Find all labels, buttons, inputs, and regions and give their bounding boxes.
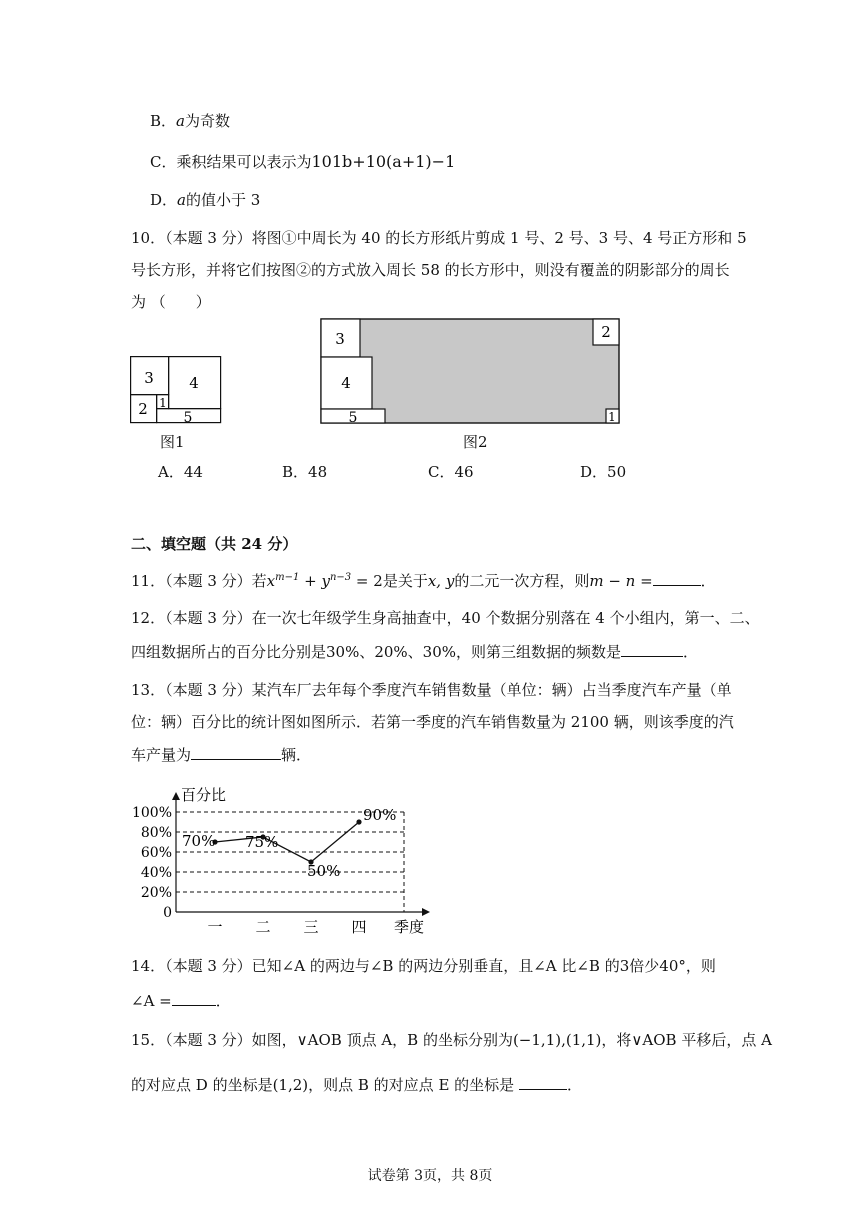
chart-ytick-label: 60%	[140, 845, 172, 861]
q11-line: 11．（本题 3 分）若$x^{m-1} + y^{n-3} = 2$是关于x, y的二元一次方程，则m − n = ．	[131, 572, 716, 590]
q15-line-2: 的对应点 D 的坐标是(1,2)，则点 B 的对应点 E 的坐标是 ．	[131, 1076, 582, 1094]
chart-xtick-label: 四	[351, 918, 367, 936]
q12-line-1: 12．（本题 3 分）在一次七年级学生身高抽查中，40 个数据分别落在 4 个小组内，第一、二、	[131, 609, 760, 627]
chart-xtick-label: 三	[303, 918, 319, 936]
chart-x-arrow	[422, 908, 430, 916]
chart-xtick-label: 一	[207, 918, 223, 936]
fig1-label-3: 3	[144, 369, 154, 387]
q14-line-1: 14．（本题 3 分）已知∠A 的两边与∠B 的两边分别垂直，且∠A 比∠B 的3倍少40°，则	[131, 957, 716, 975]
chart-series-line	[215, 822, 359, 862]
fig1-label-5: 5	[183, 410, 193, 424]
fig2-label-3: 3	[335, 330, 345, 348]
figure-2	[320, 318, 622, 426]
q13-line-2: 位：辆）百分比的统计图如图所示．若第一季度的汽车销售数量为 2100 辆，则该季度的汽	[131, 713, 734, 731]
q14-answer-blank	[172, 991, 216, 1006]
chart-data-label: 50%	[307, 862, 341, 880]
chart-xlabel: 季度	[394, 918, 425, 936]
chart-ytick-label: 40%	[140, 865, 172, 881]
q13-line-1: 13．（本题 3 分）某汽车厂去年每个季度汽车销售数量（单位：辆）占当季度汽车产量（单	[131, 681, 732, 699]
fig2-label-5: 5	[348, 410, 358, 426]
sales-percentage-chart	[128, 782, 438, 940]
q10-option-d: D．50	[580, 463, 627, 481]
q10-option-c: C．46	[428, 463, 474, 481]
q12-line-2: 四组数据所占的百分比分别是30%、20%、30%，则第三组数据的频数是 ．	[131, 643, 699, 661]
q9-option-b: B．a为奇数	[150, 112, 230, 130]
q10-line-1: 10．（本题 3 分）将图①中周长为 40 的长方形纸片剪成 1 号、2 号、3 号、4 号正方形和 5	[131, 229, 747, 247]
q13-line-3: 车产量为 辆．	[131, 746, 312, 764]
fig1-caption: 图1	[160, 433, 185, 451]
q9-option-c: C．乘积结果可以表示为101b+10(a+1)−1	[150, 152, 456, 171]
q15-line-1: 15．（本题 3 分）如图，∨AOB 顶点 A，B 的坐标分别为(−1,1),(1,1)，将∨AOB 平移后，点 A	[131, 1031, 772, 1049]
fig1-label-4: 4	[189, 374, 199, 392]
chart-ylabel: 百分比	[181, 786, 227, 804]
page-footer: 试卷第 3页，共 8页	[367, 1168, 493, 1184]
chart-ytick-label: 80%	[140, 825, 172, 841]
chart-data-label: 75%	[245, 833, 279, 851]
q12-answer-blank	[621, 642, 683, 657]
fig1-label-1: 1	[159, 396, 167, 410]
chart-data-label: 70%	[182, 832, 216, 850]
section-2-heading: 二、填空题（共 24 分）	[131, 535, 298, 553]
fig2-label-1: 1	[608, 410, 616, 424]
q14-line-2: ∠A = ．	[131, 992, 231, 1010]
figure-1	[130, 356, 224, 424]
q9-option-d: D．a的值小于 3	[150, 191, 261, 209]
fig2-label-2: 2	[601, 323, 611, 341]
q10-option-a: A．44	[158, 463, 203, 481]
chart-xtick-label: 二	[255, 918, 271, 936]
q10-line-3: 为 （ ）	[131, 293, 211, 311]
q10-option-b: B．48	[282, 463, 328, 481]
q10-line-2: 号长方形，并将它们按图②的方式放入周长 58 的长方形中，则没有覆盖的阴影部分的周长	[131, 261, 730, 279]
chart-point	[356, 819, 361, 824]
chart-y-arrow	[172, 792, 180, 800]
fig2-caption: 图2	[463, 433, 488, 451]
chart-data-label: 90%	[363, 806, 397, 824]
chart-ytick-label: 20%	[140, 885, 172, 901]
fig2-label-4: 4	[341, 374, 351, 392]
q15-answer-blank	[519, 1075, 567, 1090]
q13-answer-blank	[191, 745, 281, 760]
q11-answer-blank	[653, 571, 701, 586]
chart-ytick-label: 100%	[131, 805, 172, 821]
chart-ytick-label: 0	[163, 905, 172, 921]
fig1-label-2: 2	[138, 400, 148, 418]
